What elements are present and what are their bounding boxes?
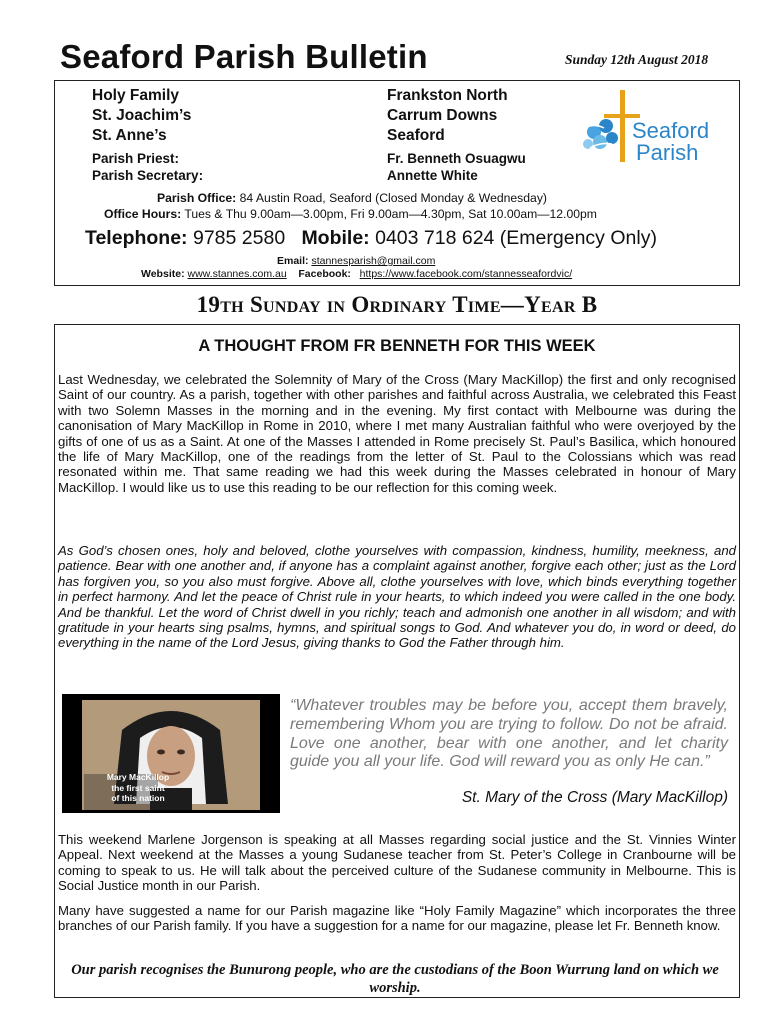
mobile-number: 0403 718 624 (Emergency Only) [375, 227, 657, 249]
suburb-name: Seaford [387, 127, 445, 144]
hours-label: Office Hours: [104, 207, 182, 221]
suburb-name: Frankston North [387, 87, 508, 104]
telephone-label: Telephone: [85, 227, 188, 249]
facebook-label: Facebook: [298, 268, 351, 280]
phone-line [85, 227, 657, 250]
parish-name: St. Joachim’s [92, 107, 192, 124]
parish-list-right [387, 86, 508, 146]
photo-caption [98, 772, 178, 804]
cross-and-cluster-logo-icon [578, 88, 726, 168]
mary-mackillop-photo [62, 694, 280, 813]
country-acknowledgement: Our parish recognises the Bunurong people, who are the custodians of the Boon Wurrung land on which we worship. [71, 962, 719, 996]
hours-value: Tues & Thu 9.00am—3.00pm, Fri 9.00am—4.30pm, Sat 10.00am—12.00pm [184, 207, 597, 221]
web-line [141, 268, 572, 280]
telephone-number: 9785 2580 [192, 227, 286, 249]
parish-list-left [92, 86, 191, 146]
social-justice-notice: This weekend Marlene Jorgenson is speaking at all Masses regarding social justice and the St. Vinnies Winter Appeal. Next weekend at the Masses a young Sudanese teacher from St. Peter’s College in Cranbourne will be coming to speak to us. He will talk about the perceived culture of the Sudanese community in Melbourne. This is Social Justice month in our Parish. [58, 832, 736, 894]
logo-text-parish: Parish [636, 140, 699, 165]
liturgical-sunday-title: 19th Sunday in Ordinary Time—Year B [196, 292, 598, 317]
staff-names [387, 150, 526, 184]
priest-name: Fr. Benneth Osuagwu [387, 151, 526, 166]
office-hours [104, 206, 597, 222]
caption-line: of this nation [111, 793, 165, 803]
scripture-reading: As God’s chosen ones, holy and beloved, clothe yourselves with compassion, kindness, humility, meekness, and patience. Bear with one another and, if anyone has a complaint against another, forgive each other; just as the Lord has forgiven you, so you also must forgive. Above all, clothe yourselves with love, which binds everything together in perfect harmony. And let the peace of Christ rule in your hearts, to which indeed you were called in the one body. And be thankful. Let the word of Christ dwell in you richly; teach and admonish one another in all wisdom; and with gratitude in your hearts sing psalms, hymns, and spiritual songs to God. And whatever you do, in word or deed, do everything in the name of the Lord Jesus, giving thanks to God the Father through him. [58, 543, 736, 651]
email-line [277, 255, 435, 267]
magazine-name-notice: Many have suggested a name for our Parish magazine like “Holy Family Magazine” which incorporates the three branches of our Parish family. If you have a suggestion for a name for our magazine, please let Fr. Benneth know. [58, 903, 736, 934]
parish-name: St. Anne’s [92, 127, 167, 144]
article-heading: A THOUGHT FROM FR BENNETH FOR THIS WEEK [198, 337, 596, 355]
article-paragraph: Last Wednesday, we celebrated the Solemnity of Mary of the Cross (Mary MacKillop) the first and only recognised Saint of our country. As a parish, together with other parishes and faithful across Australia, we celebrated this Feast with two Solemn Masses in the morning and in the evening. My first contact with Melbourne was during the canonisation of Mary MacKillop in Rome in 2010, where I met many Australian faithful who were overjoyed by the gifts of one of us as a Saint. At one of the Masses I attended in Rome precisely St. Paul’s Basilica, which honoured the life of Mary MacKillop, one of the readings from the letter of St. Paul to the Colossians which was read resonated within me. That same reading we had this week during the Masses celebrated in honour of Mary MacKillop. I would like us to use this reading to be our reflection for this coming week. [58, 372, 736, 495]
secretary-name: Annette White [387, 168, 478, 183]
website-label: Website: [141, 268, 185, 280]
website-link[interactable]: www.stannes.com.au [187, 268, 287, 280]
secretary-label: Parish Secretary: [92, 168, 204, 183]
quote-attribution: St. Mary of the Cross (Mary MacKillop) [461, 789, 728, 806]
office-label: Parish Office: [157, 191, 237, 205]
office-address [157, 190, 547, 206]
caption-line: Mary MacKillop [106, 772, 170, 782]
staff-labels [92, 150, 203, 184]
logo-text-seaford: Seaford [632, 118, 710, 143]
mobile-label: Mobile: [301, 227, 370, 249]
priest-label: Parish Priest: [92, 151, 180, 166]
office-value: 84 Austin Road, Seaford (Closed Monday & Wednesday) [239, 191, 547, 205]
suburb-name: Carrum Downs [387, 107, 498, 124]
caption-line: the first saint [111, 782, 165, 793]
seaford-parish-logo [578, 88, 726, 168]
parish-name: Holy Family [92, 87, 179, 104]
facebook-link[interactable]: https://www.facebook.com/stannesseafordvic/ [359, 268, 573, 280]
bulletin-title: Seaford Parish Bulletin [60, 38, 428, 75]
saint-quote: “Whatever troubles may be before you, accept them bravely, remembering Whom you are trying to follow. Do not be afraid. Love one another, bear with one another, and let charity guide you all your life. God will reward you as only He can.” [290, 697, 728, 771]
bulletin-date: Sunday 12th August 2018 [565, 52, 709, 67]
email-link[interactable]: stannesparish@gmail.com [311, 255, 436, 267]
email-label: Email: [277, 255, 309, 267]
